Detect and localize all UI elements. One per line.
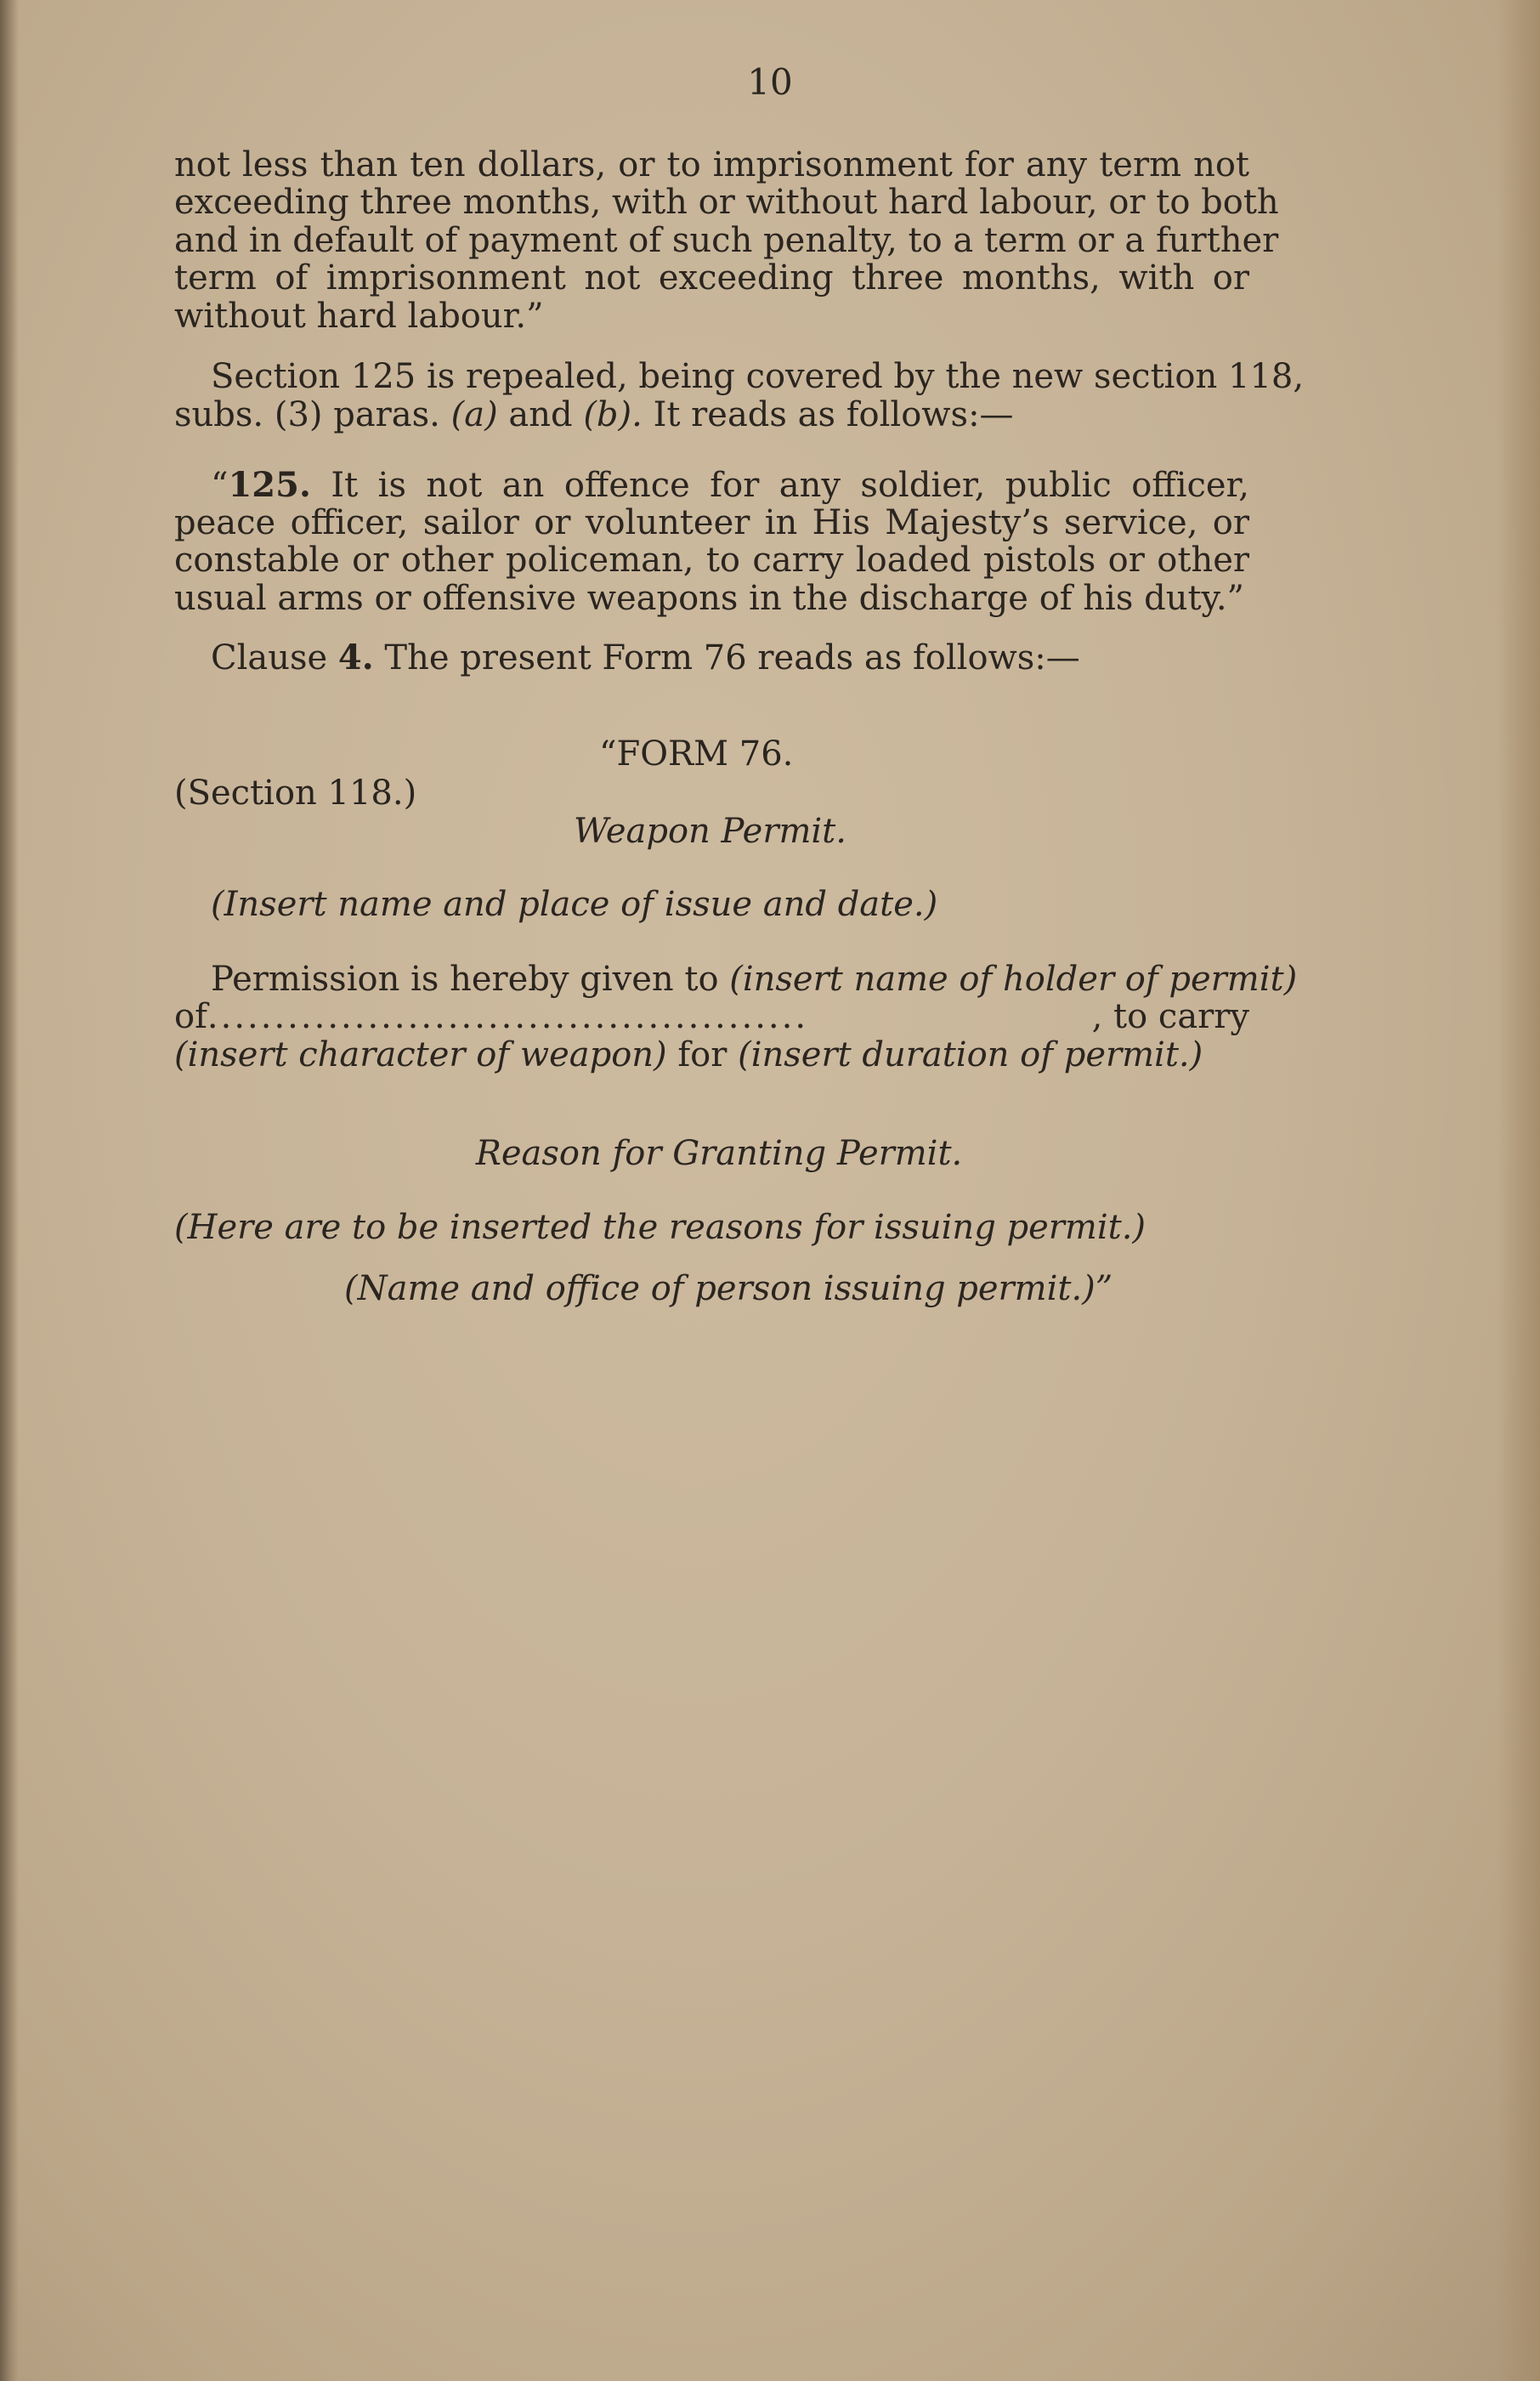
para2-line2 [174, 396, 1014, 434]
para1-line3: and in default of payment of such penalty, to a term or a further [174, 221, 1279, 260]
para3-line1-rest: It is not an offence for any soldier, public officer, [310, 466, 1249, 505]
permission-text: Permission is hereby given to [211, 960, 730, 999]
of-label: of [174, 997, 207, 1036]
signature-instruction: (Name and office of person issuing permit.)” [344, 1269, 1113, 1308]
page-number: 10 [747, 61, 793, 103]
form-heading: “FORM 76. [599, 734, 794, 774]
dotted-blank: ............................................. [207, 998, 809, 1035]
para2-para-b: (b). [583, 395, 643, 434]
form-permission-line [211, 960, 1298, 999]
para3-line1 [211, 467, 1249, 504]
form-section-ref: (Section 118.) [174, 774, 417, 813]
para2-subs: subs. (3) paras. [174, 395, 451, 434]
para2-line1: Section 125 is repealed, being covered by the new section 118, [211, 357, 1305, 396]
para1-line4: term of imprisonment not exceeding three months, with or [174, 258, 1249, 298]
form-title: Weapon Permit. [574, 812, 846, 851]
permission-holder: (insert name of holder of permit) [729, 960, 1298, 999]
para1-line1: not less than ten dollars, or to imprisonment for any term not [174, 145, 1249, 184]
para3-line2: peace officer, sailor or volunteer in His Majesty’s service, or [174, 503, 1249, 542]
page-right-edge [1498, 0, 1540, 2381]
para1-line5: without hard labour.” [174, 297, 544, 336]
reason-heading: Reason for Granting Permit. [475, 1134, 963, 1173]
page-left-edge [0, 0, 19, 2381]
for-word: for [666, 1035, 739, 1074]
form-of-line [174, 998, 1249, 1035]
form-insert-instruction: (Insert name and place of issue and date.) [211, 885, 938, 924]
clause-number: 4. [337, 638, 374, 677]
clause-line [211, 639, 1080, 677]
clause-prefix: Clause [211, 638, 338, 677]
section-number: 125. [228, 465, 311, 505]
to-carry: , to carry [1091, 997, 1249, 1036]
clause-rest: The present Form 76 reads as follows:— [373, 638, 1080, 677]
weapon-character: (insert character of weapon) [174, 1035, 667, 1074]
para3-line3: constable or other policeman, to carry loaded pistols or other [174, 541, 1249, 580]
para3-open-quote: “ [211, 466, 229, 505]
para2-reads: It reads as follows:— [642, 395, 1014, 434]
para2-and: and [497, 395, 584, 434]
permit-duration: (insert duration of permit.) [738, 1035, 1203, 1074]
reason-instruction: (Here are to be inserted the reasons for issuing permit.) [174, 1208, 1147, 1247]
form-character-line [174, 1036, 1203, 1074]
para3-line4: usual arms or offensive weapons in the discharge of his duty.” [174, 579, 1244, 618]
para1-line2: exceeding three months, with or without hard labour, or to both [174, 183, 1279, 222]
para2-para-a: (a) [450, 395, 498, 434]
